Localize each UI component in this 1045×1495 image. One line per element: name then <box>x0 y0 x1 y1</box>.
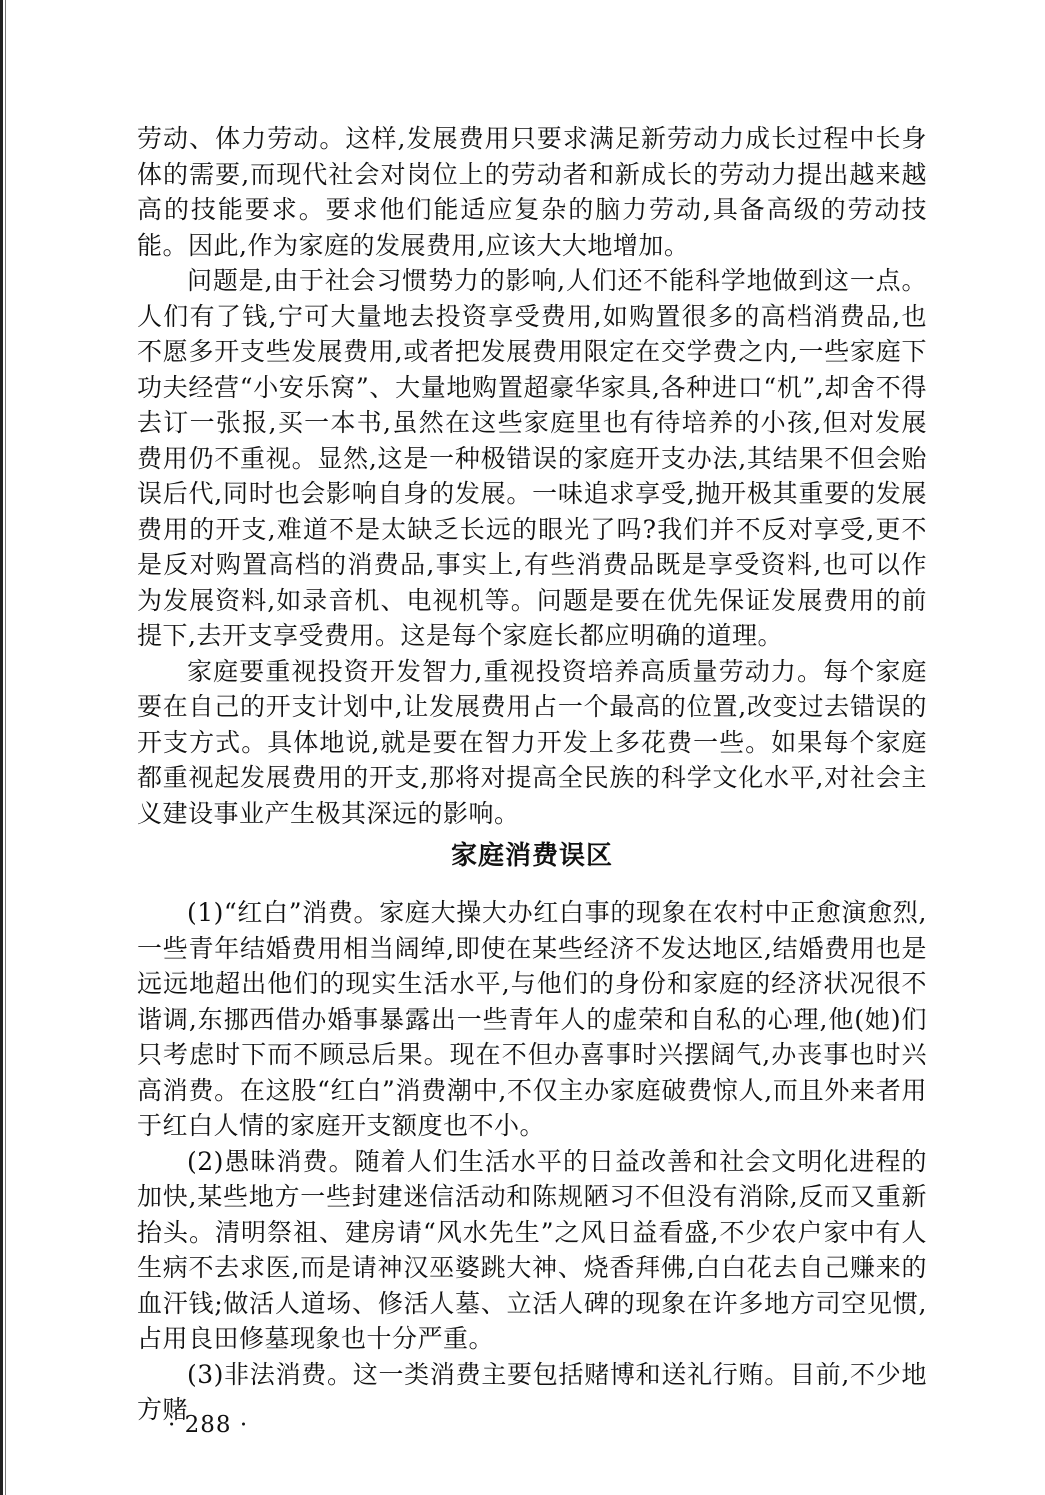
page-binding-edge <box>0 0 3 1495</box>
paragraph-continued: 劳动、体力劳动。这样,发展费用只要求满足新劳动力成长过程中长身体的需要,而现代社会对岗位上的劳动者和新成长的劳动力提出越来越高的技能要求。要求他们能适应复杂的脑力劳动,具备高级的劳动技能。因此,作为家庭的发展费用,应该大大地增加。 <box>137 124 927 260</box>
paragraph: (2)愚昧消费。随着人们生活水平的日益改善和社会文明化进程的加快,某些地方一些封建迷信活动和陈规陋习不但没有消除,反而又重新抬头。清明祭祖、建房请“风水先生”之风日益看盛,不少农户家中有人生病不去求医,而是请神汉巫婆跳大神、烧香拜佛,白白花去自己赚来的血汗钱;做活人道场、修活人墓、立活人碑的现象在许多地方司空见惯,占用良田修墓现象也十分严重。 <box>137 1146 927 1353</box>
paragraph: 家庭要重视投资开发智力,重视投资培养高质量劳动力。每个家庭要在自己的开支计划中,让发展费用占一个最高的位置,改变过去错误的开支方式。具体地说,就是要在智力开发上多花费一些。如果每个家庭都重视起发展费用的开支,那将对提高全民族的科学文化水平,对社会主义建设事业产生极其深远的影响。 <box>137 656 927 828</box>
body-text-bottom <box>137 895 927 1428</box>
page-binding-edge-inner <box>5 0 6 1495</box>
paragraph: (3)非法消费。这一类消费主要包括赌博和送礼行贿。目前,不少地方赌 <box>137 1359 927 1424</box>
page-number: · 288 · <box>168 1412 249 1438</box>
body-text-top <box>137 121 927 831</box>
paragraph: (1)“红白”消费。家庭大操大办红白事的现象在农村中正愈演愈烈,一些青年结婚费用相当阔绰,即使在某些经济不发达地区,结婚费用也是远远地超出他们的现实生活水平,与他们的身份和家庭的经济状况很不谐调,东挪西借办婚事暴露出一些青年人的虚荣和自私的心理,他(她)们只考虑时下而不顾忌后果。现在不但办喜事时兴摆阔气,办丧事也时兴高消费。在这股“红白”消费潮中,不仅主办家庭破费惊人,而且外来者用于红白人情的家庭开支额度也不小。 <box>137 898 927 1140</box>
section-heading: 家庭消费误区 <box>450 841 613 871</box>
paragraph: 问题是,由于社会习惯势力的影响,人们还不能科学地做到这一点。人们有了钱,宁可大量地去投资享受费用,如购置很多的高档消费品,也不愿多开支些发展费用,或者把发展费用限定在交学费之内,一些家庭下功夫经营“小安乐窝”、大量地购置超豪华家具,各种进口“机”,却舍不得去订一张报,买一本书,虽然在这些家庭里也有待培养的小孩,但对发展费用仍不重视。显然,这是一种极错误的家庭开支办法,其结果不但会贻误后代,同时也会影响自身的发展。一味追求享受,抛开极其重要的发展费用的开支,难道不是太缺乏长远的眼光了吗?我们并不反对享受,更不是反对购置高档的消费品,事实上,有些消费品既是享受资料,也可以作为发展资料,如录音机、电视机等。问题是要在优先保证发展费用的前提下,去开支享受费用。这是每个家庭长都应明确的道理。 <box>137 266 927 650</box>
